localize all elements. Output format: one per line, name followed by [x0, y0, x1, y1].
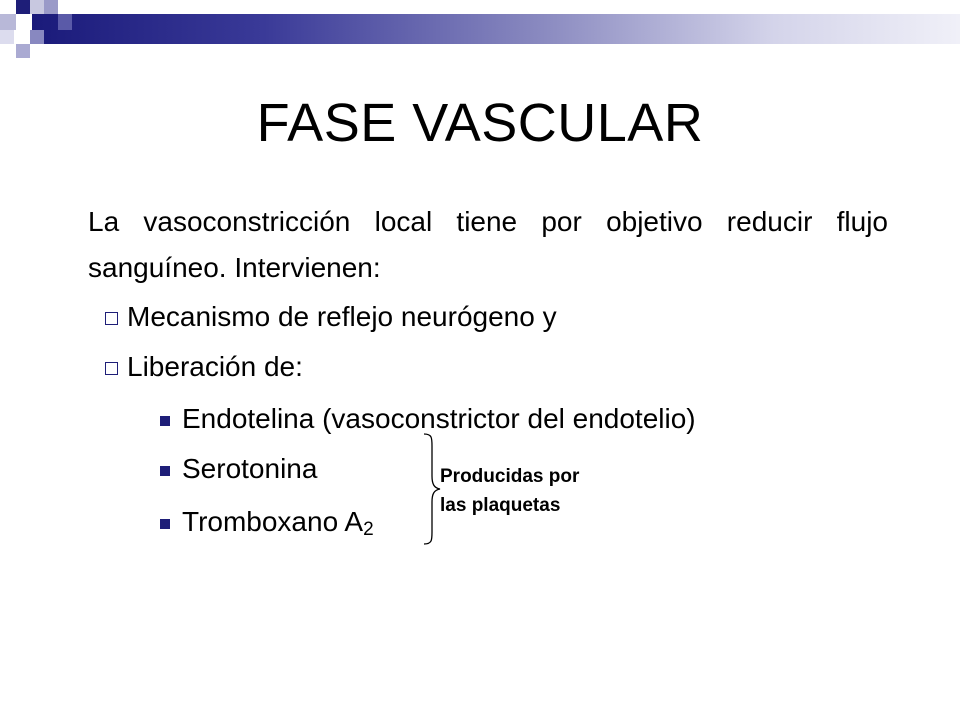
subscript: 2 — [363, 519, 374, 540]
list-item-mecanismo — [105, 297, 557, 337]
filled-square-icon — [160, 519, 170, 529]
annotation-note — [440, 462, 579, 520]
sub-item-tromboxano — [160, 502, 374, 542]
sub-item-text: Tromboxano A — [182, 506, 364, 537]
decor-square — [16, 0, 30, 14]
annotation-line: las plaquetas — [440, 495, 561, 516]
slide-title: FASE VASCULAR — [256, 93, 704, 153]
intro-paragraph: La vasoconstricción local tiene por objetivo reducir flujo sanguíneo. Intervienen: — [88, 206, 888, 283]
decor-square — [44, 0, 58, 14]
hollow-square-icon — [105, 312, 118, 325]
decor-square — [0, 14, 16, 30]
decor-square — [0, 30, 14, 44]
list-item-text: Liberación de: — [127, 351, 303, 382]
sub-item-text: Endotelina (vasoconstrictor del endotelio) — [182, 403, 696, 434]
list-item-text: Mecanismo de reflejo neurógeno y — [127, 301, 557, 332]
header-gradient-bar — [32, 14, 960, 44]
filled-square-icon — [160, 416, 170, 426]
list-item-liberacion — [105, 347, 303, 387]
sub-item-text: Serotonina — [182, 453, 318, 484]
filled-square-icon — [160, 466, 170, 476]
decor-square — [16, 44, 30, 58]
decor-square — [30, 30, 44, 44]
sub-item-serotonina — [160, 449, 317, 489]
decor-square — [16, 14, 30, 30]
hollow-square-icon — [105, 362, 118, 375]
decor-square — [58, 14, 72, 30]
decor-square — [30, 0, 44, 14]
annotation-line: Producidas por — [440, 466, 580, 487]
